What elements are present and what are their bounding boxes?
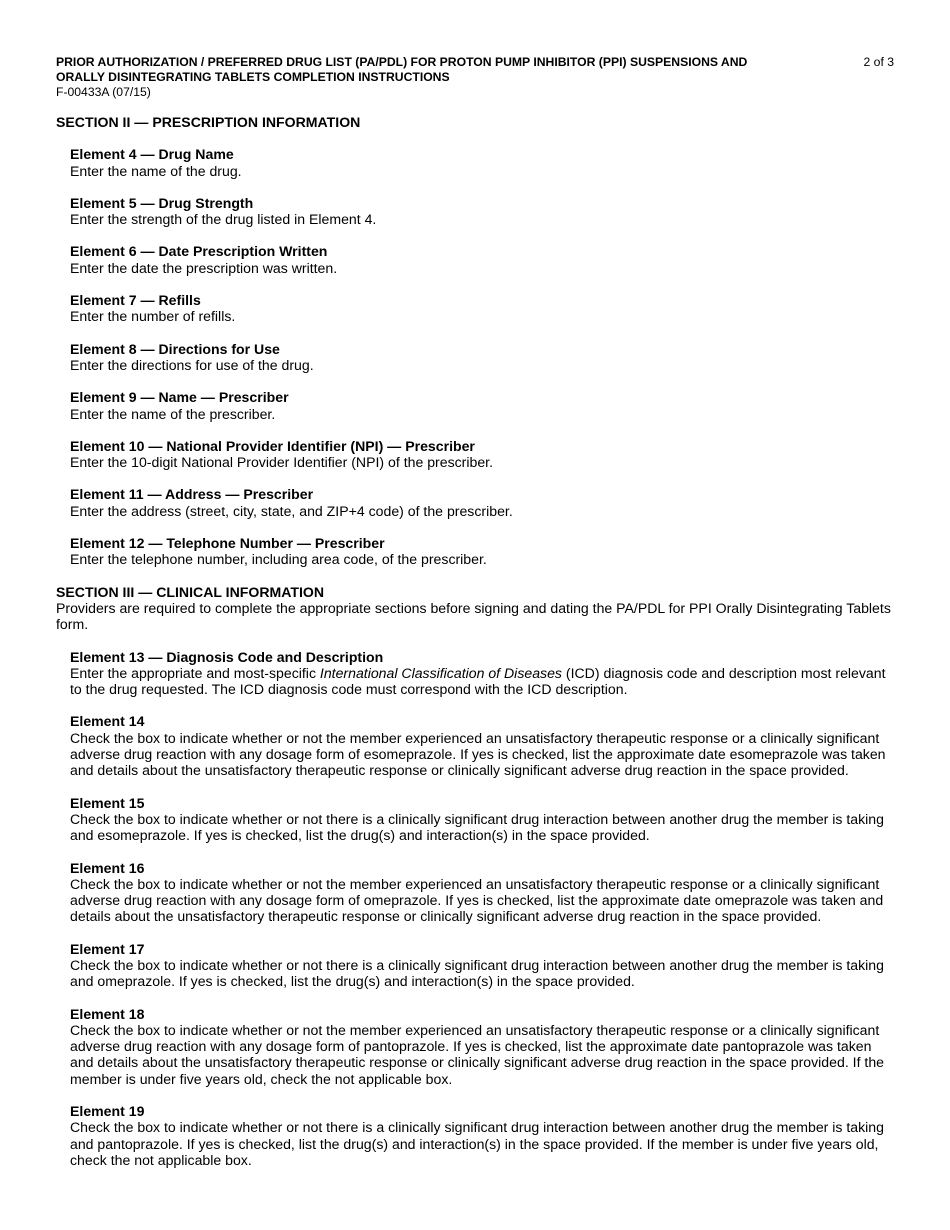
section2-heading: SECTION II — PRESCRIPTION INFORMATION [56,114,361,130]
element-block [70,860,898,925]
element-block [70,535,898,568]
element-description: Check the box to indicate whether or not there is a clinically significant drug interaction between another drug the member is taking and pantoprazole. If yes is checked, list the drug(s) and interaction(s) in the space provided. If the member is under five years old, check the not applicable box. [70,1119,884,1168]
element-description: Enter the name of the drug. [70,162,242,179]
element-title: Element 7 — Refills [70,292,201,309]
element-title: Element 8 — Directions for Use [70,340,280,357]
element-title: Element 14 [70,713,145,730]
element-description: Enter the telephone number, including area code, of the prescriber. [70,551,487,568]
element-block [70,389,898,422]
document-title-line1: PRIOR AUTHORIZATION / PREFERRED DRUG LIST (PA/PDL) FOR PROTON PUMP INHIBITOR (PPI) SUSPENSIONS AND [56,55,748,69]
element-title: Element 5 — Drug Strength [70,194,254,211]
element-title: Element 9 — Name — Prescriber [70,389,289,406]
element-description: Enter the name of the prescriber. [70,405,276,422]
element-description: Enter the number of refills. [70,308,236,325]
element-description [70,665,898,698]
section2-elements [56,146,898,567]
element-block [70,195,898,228]
element-block [70,438,898,471]
element-title: Element 12 — Telephone Number — Prescriber [70,535,385,552]
element-description: Check the box to indicate whether or not there is a clinically significant drug interaction between another drug the member is taking and omeprazole. If yes is checked, list the drug(s) and interaction(s) in the space provided. [70,956,884,990]
element-description: Check the box to indicate whether or not the member experienced an unsatisfactory therapeutic response or a clinically significant adverse drug reaction with any dosage form of esomeprazole. If yes is checked, list the approximate date esomeprazole was taken and details about the unsatisfactory therapeutic response or clinically significant adverse drug reaction in the space provided. [70,729,886,779]
element-block [70,146,898,179]
element-block [70,713,898,778]
element-description: Check the box to indicate whether or not the member experienced an unsatisfactory therapeutic response or a clinically significant adverse drug reaction with any dosage form of omeprazole. If yes is checked, list the approximate date omeprazole was taken and details about the unsatisfactory therapeutic response or clinically significant adverse drug reaction in the space provided. [70,875,884,925]
element-title: Element 17 [70,940,145,957]
section3-elements [56,713,898,1168]
element-block [70,1103,898,1168]
element-text-italic: International Classification of Diseases [319,664,562,681]
element-description: Check the box to indicate whether or not the member experienced an unsatisfactory therapeutic response or a clinically significant adverse drug reaction with any dosage form of pantoprazole. If yes is checked, list the approximate date pantoprazole was taken and details about the unsatisfactory therapeutic response or clinically significant adverse drug reaction in the space provided. If the member is under five years old, check the not applicable box. [70,1021,884,1087]
element-block [70,243,898,276]
form-number: F-00433A (07/15) [56,85,151,99]
element-title: Element 13 — Diagnosis Code and Description [70,648,384,665]
element-description: Enter the date the prescription was written. [70,259,338,276]
element-description: Enter the directions for use of the drug. [70,356,314,373]
element-title: Element 11 — Address — Prescriber [70,486,314,503]
document-page [56,55,898,1184]
element-block [70,941,898,990]
element-description: Enter the address (street, city, state, and ZIP+4 code) of the prescriber. [70,502,513,519]
section3-description: Providers are required to complete the appropriate sections before signing and dating the PA/PDL for PPI Orally Disintegrating Tablets form. [56,599,891,633]
document-title [56,55,791,85]
element-description: Enter the strength of the drug listed in Element 4. [70,211,377,228]
element-block [70,292,898,325]
element-block [70,795,898,844]
page-indicator: 2 of 3 [863,55,894,69]
element-title: Element 18 [70,1005,145,1022]
element-title: Element 16 [70,859,145,876]
element-title: Element 19 [70,1103,145,1120]
document-title-line2: ORALLY DISINTEGRATING TABLETS COMPLETION INSTRUCTIONS [56,70,450,84]
element-title: Element 4 — Drug Name [70,146,234,163]
element-description: Check the box to indicate whether or not there is a clinically significant drug interaction between another drug the member is taking and esomeprazole. If yes is checked, list the drug(s) and interaction(s) in the space provided. [70,810,884,844]
element-title: Element 6 — Date Prescription Written [70,243,328,260]
element-block [70,1006,898,1087]
element-title: Element 10 — National Provider Identifier (NPI) — Prescriber [70,437,475,454]
element-description: Enter the 10-digit National Provider Identifier (NPI) of the prescriber. [70,454,494,471]
section3-heading: SECTION III — CLINICAL INFORMATION [56,583,325,600]
element-text-before: Enter the appropriate and most-specific [70,664,320,681]
element-block [70,341,898,374]
document-header [56,55,898,100]
element-title: Element 15 [70,794,145,811]
element-block [70,486,898,519]
element-text-after: (ICD) diagnosis code and description most relevant to the drug requested. The ICD diagnosis code must correspond with the ICD description. [70,664,886,698]
element-block [70,649,898,698]
